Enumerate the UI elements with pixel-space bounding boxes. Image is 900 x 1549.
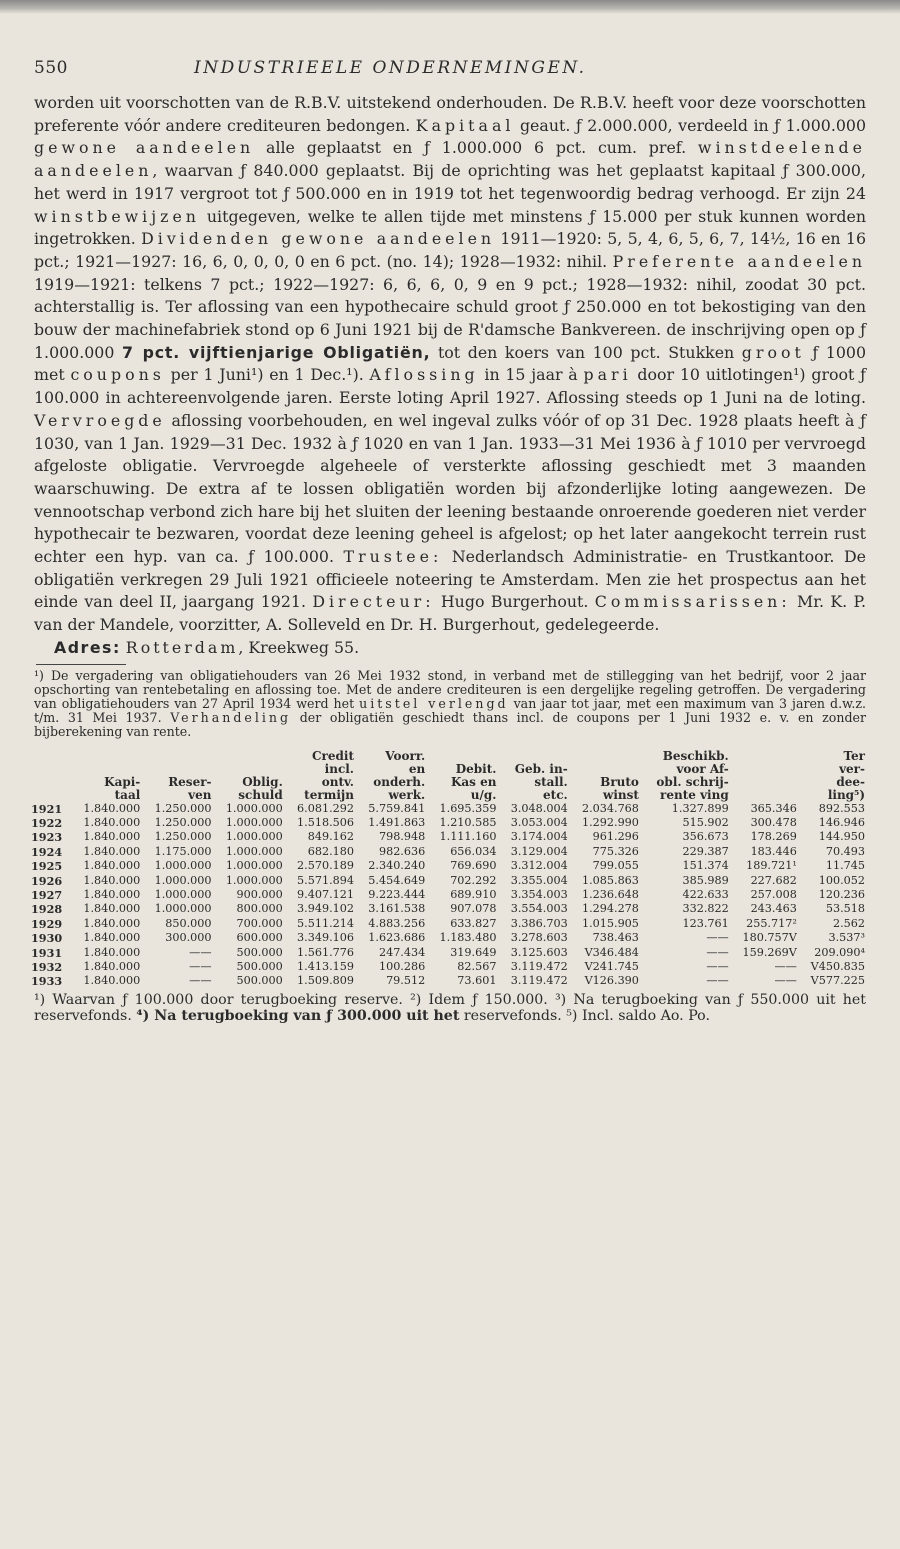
text-run: uitgegeven, welke te allen tijde met minstens ƒ 15.000 per stuk kunnen worden ingetrokken. [34,206,866,249]
text-run: per 1 Juni¹) en 1 Dec.¹). [164,365,370,385]
table-cell: 332.822 [682,902,729,916]
table-cell: 189.721¹ [746,859,797,873]
year-cell: 1931 [31,945,63,960]
table-cell: 1.000.000 [154,859,212,873]
table-cell: 907.078 [450,902,497,916]
label-kapitaal: Kapitaal [415,115,515,135]
table-cell: 799.055 [592,859,639,873]
text-run: der obligatiën geschiedt thans incl. de coupons per 1 Juni 1932 e. v. en zonder bijberekening van rente. [34,710,867,740]
table-cell: 1.840.000 [83,830,141,844]
table-row [30,902,866,916]
table-cell: 3.355.004 [510,873,568,887]
table-cell: 5.511.214 [297,916,354,930]
table-cell: 3.312.004 [510,859,568,873]
table-cell: 243.463 [750,902,797,916]
table-header-cell: Ter ver- dee- ling⁵) [827,748,865,802]
text-run: alle geplaatst en ƒ 1.000.000 6 pct. cum. pref. [254,138,698,158]
table-row [30,888,866,902]
table-row [30,859,866,873]
table-cell: —— [189,974,212,988]
table-cell: 1.840.000 [83,859,141,873]
table-cell: 1.250.000 [154,816,212,829]
table-cell: 3.174.004 [510,830,568,844]
table-cell: 1.000.000 [225,830,283,844]
table-row [30,802,866,816]
table-cell: 183.446 [750,844,797,858]
table-cell: 633.827 [450,916,497,930]
table-cell: 1.840.000 [83,974,141,988]
table-cell: 3.354.003 [510,888,568,902]
year-cell: 1927 [31,888,63,903]
table-cell: 1.000.000 [154,888,212,902]
table-cell: 1.623.686 [368,931,426,945]
table-cell: 2.562 [832,916,865,930]
table-cell: 500.000 [236,945,283,959]
table-cell: 53.518 [825,902,865,916]
page-header [34,58,866,92]
table-cell: 365.346 [750,801,797,815]
table-cell: 1.236.648 [581,888,639,902]
table-cell: 1.840.000 [83,902,141,916]
table-cell: 1.250.000 [154,830,212,844]
table-cell: 1.413.159 [297,960,354,974]
table-header-cell: Credit incl. ontv. termijn [304,748,354,802]
table-row [30,960,866,974]
year-cell: 1921 [31,801,63,816]
table-cell: —— [774,960,797,974]
table-cell: 515.902 [682,816,729,829]
year-cell: 1932 [31,960,63,975]
table-cell: 6.081.292 [297,801,354,815]
table-cell: —— [706,974,729,988]
table-cell: 1.327.899 [671,801,729,815]
table-cell: 1.175.000 [154,844,212,858]
table-cell: —— [706,945,729,959]
table-cell: 1.840.000 [83,873,141,887]
table-cell: 1.840.000 [83,844,141,858]
year-cell: 1928 [31,902,63,917]
table-cell: 1.292.990 [581,816,639,829]
table-cell: —— [706,960,729,974]
label-commissarissen: Commissarissen: [594,592,791,612]
table-row [30,874,866,888]
table-cell: 3.554.003 [510,902,568,916]
table-cell: V577.225 [810,974,865,988]
table-cell: 120.236 [818,888,865,902]
table-cell: 3.119.472 [510,960,568,974]
table-cell: 151.374 [682,859,729,873]
table-cell: 2.340.240 [368,859,426,873]
table-cell: 3.278.603 [510,931,568,945]
table-cell: 1.840.000 [83,916,141,930]
table-cell: 961.296 [592,830,639,844]
text-run: ¹) Waarvan ƒ 100.000 door terugboeking reserve. ²) Idem ƒ 150.000. ³) Na terugboeking van ƒ 550.000 uit het reservefonds. [34,991,866,1025]
table-header-cell: Debit. Kas en u/g. [450,761,497,802]
table-cell: 600.000 [236,931,283,945]
label-winstdeelende-aandeelen: winstdeelende aandeelen [34,138,866,181]
table-cell: V241.745 [584,960,639,974]
label-pari: pari [583,365,632,385]
address-city: Rotterdam [125,637,239,657]
table-header-cell: Bruto winst [600,774,639,802]
table-cell: 689.910 [450,888,497,902]
text-run: door 10 uitlotingen¹) groot ƒ 100.000 in achtereenvolgende jaren. Eerste loting April 1927. Aflossing steeds op 1 Juni na de loting. [34,365,866,408]
table-cell: 1.085.863 [581,873,639,887]
text-run: aflossing voorbehouden, en wel ingeval zulks vóór of op 31 Dec. 1928 plaats heeft à ƒ 1030, van 1 Jan. 1929—31 Dec. 1932 à ƒ 1020 en van 1 Jan. 1933—31 Mei 1936 à ƒ 1010 per vervroegd afgeloste obligatie. Vervroegde algeheele of versterkte aflossing geschiedt met 3 maanden waarschuwing. De extra af te lossen obligatiën worden bij afzonderlijke loting aangewezen. De vennootschap verbond zich hare bij het sluiten der leening bestaande onroerende goederen niet verder hypothecair te bezwaren, voordat deze leening geheel is afgelost; op het later aangekocht terrein rust echter een hyp. van ca. ƒ 100.000. [34,410,866,567]
table-cell: 1.561.776 [297,945,354,959]
table-cell: 1.518.506 [297,816,354,829]
table-cell: 1.000.000 [225,859,283,873]
label-groot: groot [741,342,805,362]
page-number: 550 [34,58,68,78]
label-preferente-aandeelen: Preferente aandeelen [612,251,866,271]
label-directeur: Directeur: [312,592,435,612]
table-header-cell: Reser- ven [168,774,212,802]
table-cell: 3.537³ [828,931,865,945]
text-run: geaut. ƒ 2.000.000, verdeeld in ƒ 1.000.000 [514,115,866,135]
table-cell: 500.000 [236,960,283,974]
table-cell: 1.840.000 [83,816,141,829]
year-cell: 1929 [31,916,63,931]
table-cell: 775.326 [592,844,639,858]
label-winstbewijzen: winstbewijzen [34,206,200,226]
table-cell: 1.250.000 [154,801,212,815]
table-cell: 227.682 [750,873,797,887]
table-cell: 100.286 [378,960,426,974]
table-cell: 1.000.000 [225,844,283,858]
table-row [30,830,866,844]
address-label: Adres: [54,637,121,657]
table-row [30,946,866,960]
label-vervroegde: Vervroegde [34,410,166,430]
running-title: INDUSTRIEELE ONDERNEMINGEN. [194,58,587,78]
table-cell: 159.269V [742,945,797,959]
table-cell: 2.570.189 [297,859,354,873]
table-header-cell: Kapi- taal [104,774,141,802]
address-street: , Kreekweg 55. [238,637,360,657]
table-cell: 123.761 [682,916,729,930]
table-cell: 982.636 [378,844,426,858]
table-header [30,750,866,802]
table-cell: 1.111.160 [439,830,497,844]
year-cell: 1922 [31,816,63,830]
table-cell: 3.125.603 [510,945,568,959]
table-cell: 3.119.472 [510,974,568,988]
table-row [30,917,866,931]
text-run: ¹) De vergadering van obligatiehouders van 26 Mei 1932 stond, in verband met de stillegging van het bedrijf, voor 2 jaar opschorting van rentebetaling en aflossing toe. Met de andere crediteuren is een dergelijke regeling getroffen. De vergadering van obligatiehouders van 27 April 1934 werd het [34,667,866,711]
table-cell: 1.695.359 [439,801,497,815]
label-uitstel-verlengd: uitstel verlengd [359,695,509,711]
year-cell: 1933 [31,974,63,989]
year-cell: 1926 [31,873,63,888]
table-header-row [30,750,866,802]
table-cell: 3.349.106 [297,931,354,945]
year-cell: 1925 [31,859,63,874]
table-cell: 1.491.863 [368,816,426,829]
year-cell: 1923 [31,830,63,845]
table-cell: 385.989 [682,873,729,887]
table-cell: 800.000 [236,902,283,916]
table-cell: 73.601 [457,974,497,988]
footnote [34,669,866,740]
scan-edge [0,0,900,14]
table-body [30,802,866,989]
table-row [30,931,866,945]
table-cell: 5.571.894 [297,873,354,887]
table-cell: 79.512 [386,974,426,988]
table-cell: 5.759.841 [368,801,426,815]
table-cell: V450.835 [810,960,865,974]
table-cell: 144.950 [818,830,865,844]
table-cell: 682.180 [307,844,354,858]
table-cell: 1.509.809 [297,974,354,988]
table-cell: 146.946 [818,816,865,829]
year-cell: 1930 [31,931,63,946]
table-cell: 1.183.480 [439,931,497,945]
table-cell: 656.034 [450,844,497,858]
table-cell: 3.129.004 [510,844,568,858]
table-header-cell [30,750,70,802]
table-row [30,816,866,830]
table-cell: 1.840.000 [83,801,141,815]
label-gewone-aandeelen: gewone aandeelen [34,138,255,158]
text-run: ƒ 1000 met [34,342,867,385]
table-cell: —— [706,931,729,945]
document-page [31,58,867,1039]
text-run: in 15 jaar à [478,365,584,385]
label-trustee: Trustee: [343,547,443,567]
label-aflossing: Aflossing [369,365,479,385]
text-run: Mr. K. P. van der Mandele, voorzitter, A. Solleveld en Dr. H. Burgerhout, gedelegeerde. [34,592,866,635]
table-row [30,845,866,859]
label-coupons: coupons [70,365,165,385]
table-cell: 4.883.256 [368,916,426,930]
table-cell: 3.949.102 [297,902,354,916]
table-cell: 3.053.004 [510,816,568,829]
table-cell: 702.292 [450,873,497,887]
table-cell: 1.000.000 [225,801,283,815]
text-run: 1919—1921: telkens 7 pct.; 1922—1927: 6, 6, 6, 0, 9 en 9 pct.; 1928—1932: nihil, zoodat 30 pct. achterstallig is. Ter aflossing van een hypothecaire schuld groot ƒ 250.000 en tot bekostiging van den bouw der machinefabriek stond op 6 Juni 1921 bij de R'damsche Bankvereen. de inschrijving open op ƒ 1.000.000 [34,274,866,362]
company-description [34,92,866,637]
table-cell: 300.478 [750,816,797,829]
table-header-cell [730,750,798,802]
table-cell: 1.294.278 [581,902,639,916]
table-cell: 257.008 [750,888,797,902]
table-cell: 700.000 [236,916,283,930]
address-line [34,637,866,660]
text-run: , waarvan ƒ 840.000 geplaatst. Bij de oprichting was het geplaatst kapitaal ƒ 300.000, het werd in 1917 vergroot tot ƒ 500.000 en in 1919 tot het tegenwoordig bedrag verhoogd. Er zijn 24 [34,161,866,203]
table-cell: 850.000 [165,916,212,930]
table-cell: 769.690 [450,859,497,873]
table-cell: V126.390 [584,974,639,988]
footnote-divider [36,664,126,665]
table-cell: 422.633 [682,888,729,902]
table-cell: 300.000 [165,931,212,945]
table-cell: —— [774,974,797,988]
table-cell: 247.434 [378,945,426,959]
label-dividenden: Dividenden gewone aandeelen [141,229,496,249]
table-cell: 1.840.000 [83,888,141,902]
table-cell: 500.000 [236,974,283,988]
text-run: reservefonds. ⁵) Incl. saldo Ao. Po. [459,1008,710,1025]
table-cell: 1.000.000 [154,902,212,916]
table-cell: 900.000 [236,888,283,902]
table-cell: V346.484 [584,945,639,959]
table-cell: 319.649 [450,945,497,959]
table-cell: 738.463 [592,931,639,945]
text-run: 1911—1920: 5, 5, 4, 6, 5, 6, 7, 14½, 16 en 16 pct.; 1921—1927: 16, 6, 0, 0, 0, 0 en 6 pct. (no. 14); 1928—1932: nihil. [34,229,866,271]
table-cell: 9.223.444 [368,888,426,902]
financial-table [30,750,866,989]
table-cell: 9.407.121 [297,888,354,902]
table-cell: 5.454.649 [368,873,426,887]
table-cell: 356.673 [682,830,729,844]
table-cell: 180.757V [742,931,797,945]
table-header-cell: Geb. in- stall. etc. [514,761,568,802]
text-run: tot den koers van 100 pct. Stukken [430,342,742,362]
table-header-cell: Beschikb. voor Af- obl. schrij- rente ving [656,748,729,802]
table-cell: 3.161.538 [368,902,426,916]
table-cell: 2.034.768 [581,801,639,815]
table-cell: 892.553 [818,801,865,815]
table-footnotes [34,992,866,1025]
table-cell: 11.745 [825,859,865,873]
table-cell: 1.840.000 [83,931,141,945]
table-cell: 1.000.000 [225,873,283,887]
table-cell: 3.048.004 [510,801,568,815]
text-run: worden uit voorschotten van de R.B.V. uitstekend onderhouden. De R.B.V. heeft voor deze voorschotten preferente vóór andere crediteuren bedongen. [34,93,866,135]
table-cell: 1.840.000 [83,960,141,974]
table-cell: 229.387 [682,844,729,858]
table-cell: 3.386.703 [510,916,568,930]
text-run: Hugo Burgerhout. [434,592,595,612]
table-cell: 1.015.905 [581,916,639,930]
table-header-cell: Oblig. schuld [238,774,283,802]
text-run: van jaar tot jaar, met een maximum van 3 jaren d.w.z. t/m. 31 Mei 1937. [34,695,866,726]
table-cell: 178.269 [750,830,797,844]
label-verhandeling: Verhandeling [170,710,292,726]
table-cell: 1.840.000 [83,945,141,959]
table-cell: 798.948 [378,830,426,844]
table-row [30,974,866,988]
table-cell: 255.717² [746,916,797,930]
label-obligaties: 7 pct. vijftienjarige Obligatiën, [121,342,431,362]
text-run-bold: ⁴) Na terugboeking van ƒ 300.000 uit het [136,1008,460,1025]
table-cell: 1.000.000 [154,873,212,887]
table-header-cell: Voorr. en onderh. werk. [373,748,426,802]
table-cell: 1.210.585 [439,816,497,829]
table-cell: 70.493 [825,844,865,858]
year-cell: 1924 [31,844,63,859]
table-cell: 209.090⁴ [814,945,865,959]
table-cell: 100.052 [818,873,865,887]
table-cell: 849.162 [307,830,354,844]
table-cell: 1.000.000 [225,816,283,829]
table-cell: —— [189,960,212,974]
text-run: Nederlandsch Administratie- en Trustkantoor. De obligatiën verkregen 29 Juli 1921 officieele noteering te Amsterdam. Men zie het prospectus aan het einde van deel II, jaargang 1921. [34,547,866,612]
table-cell: —— [189,945,212,959]
table-cell: 82.567 [457,960,497,974]
